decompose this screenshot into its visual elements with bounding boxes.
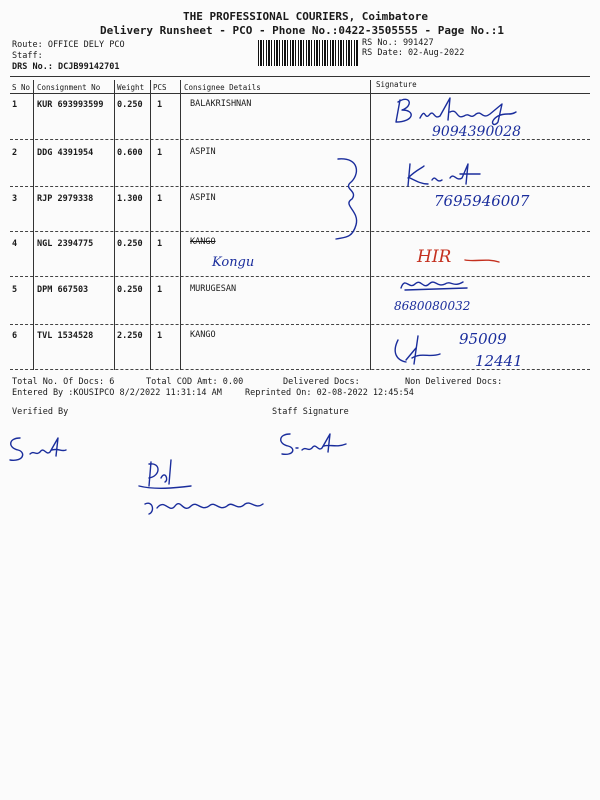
col-divider bbox=[33, 80, 34, 370]
company-name: THE PROFESSIONAL COURIERS, Coimbatore bbox=[183, 10, 429, 23]
rs-number: RS No.: 991427 bbox=[362, 38, 434, 48]
row-consignment: DPM 667503 bbox=[37, 285, 89, 295]
svg-text:95009: 95009 bbox=[459, 330, 507, 348]
row-consignee: ASPIN bbox=[190, 193, 216, 203]
row-sno: 6 bbox=[12, 331, 18, 341]
signature-row6 bbox=[388, 330, 448, 370]
row-separator bbox=[10, 324, 590, 325]
staff-label: Staff: bbox=[12, 51, 43, 61]
svg-text:7695946007: 7695946007 bbox=[434, 192, 530, 210]
staff-signature bbox=[274, 428, 354, 458]
phone-row1 bbox=[430, 120, 570, 144]
entered-by: Entered By :KOUSIPCO 8/2/2022 11:31:14 AM bbox=[12, 388, 222, 398]
row-pcs: 1 bbox=[157, 239, 163, 249]
svg-text:8680080032: 8680080032 bbox=[394, 299, 471, 313]
svg-text:HIR: HIR bbox=[417, 247, 452, 267]
row-consignment: DDG 4391954 bbox=[37, 148, 94, 158]
drs-number: DRS No.: DCJB99142701 bbox=[12, 62, 120, 72]
row-consignment: NGL 2394775 bbox=[37, 239, 94, 249]
row-weight: 0.600 bbox=[117, 148, 143, 158]
svg-text:9094390028: 9094390028 bbox=[432, 124, 522, 140]
col-divider bbox=[150, 80, 151, 370]
col-divider bbox=[114, 80, 115, 370]
rs-date: RS Date: 02-Aug-2022 bbox=[362, 48, 465, 58]
row-sno: 2 bbox=[12, 148, 18, 158]
signature-row5 bbox=[395, 272, 475, 296]
non-delivered-docs: Non Delivered Docs: bbox=[405, 377, 503, 387]
row-separator bbox=[10, 231, 590, 232]
verified-signature bbox=[4, 432, 74, 464]
row-pcs: 1 bbox=[157, 331, 163, 341]
runsheet-subtitle: Delivery Runsheet - PCO - Phone No.:0422-3505555 - Page No.:1 bbox=[100, 24, 504, 37]
col-header-signature: Signature bbox=[376, 80, 417, 89]
row-weight: 0.250 bbox=[117, 285, 143, 295]
row-consignment: TVL 1534528 bbox=[37, 331, 94, 341]
row-consignment: RJP 2979338 bbox=[37, 194, 94, 204]
consignee-handwritten bbox=[210, 250, 290, 274]
delivered-docs: Delivered Docs: bbox=[283, 377, 360, 387]
staff-signature-label: Staff Signature bbox=[272, 407, 349, 417]
row-pcs: 1 bbox=[157, 194, 163, 204]
col-header-sno: S No bbox=[12, 83, 31, 92]
col-header-weight: Weight bbox=[117, 83, 145, 92]
note-row6 bbox=[455, 328, 555, 374]
row-weight: 2.250 bbox=[117, 331, 143, 341]
svg-text:Kongu: Kongu bbox=[212, 255, 255, 270]
verified-by-label: Verified By bbox=[12, 407, 69, 417]
row-sno: 4 bbox=[12, 239, 18, 249]
row-weight: 1.300 bbox=[117, 194, 143, 204]
col-header-consignee: Consignee Details bbox=[184, 83, 261, 92]
row-pcs: 1 bbox=[157, 148, 163, 158]
phone-row5 bbox=[392, 294, 512, 318]
reprinted-on: Reprinted On: 02-08-2022 12:45:54 bbox=[245, 388, 414, 398]
route-label: Route: OFFICE DELY PCO bbox=[12, 40, 125, 50]
row-weight: 0.250 bbox=[117, 239, 143, 249]
row-pcs: 1 bbox=[157, 100, 163, 110]
svg-text:12441: 12441 bbox=[475, 352, 523, 370]
total-cod: Total COD Amt: 0.00 bbox=[146, 377, 244, 387]
barcode bbox=[258, 40, 358, 66]
stamp-mark-row4 bbox=[415, 242, 505, 272]
row-sno: 1 bbox=[12, 100, 18, 110]
bracket-mark bbox=[330, 155, 380, 245]
table-top-rule bbox=[10, 76, 590, 77]
row-consignee-struck: KANGO bbox=[190, 237, 216, 247]
row-pcs: 1 bbox=[157, 285, 163, 295]
row-sno: 5 bbox=[12, 285, 18, 295]
row-sno: 3 bbox=[12, 194, 18, 204]
row-separator bbox=[10, 276, 590, 277]
row-consignee: ASPIN bbox=[190, 147, 216, 157]
row-consignee: BALAKRISHNAN bbox=[190, 99, 252, 109]
row-consignee: MURUGESAN bbox=[190, 284, 237, 294]
row-separator bbox=[10, 186, 590, 187]
col-divider bbox=[180, 80, 181, 370]
approver-signature bbox=[135, 456, 285, 526]
row-weight: 0.250 bbox=[117, 100, 143, 110]
row-consignee: KANGO bbox=[190, 330, 216, 340]
total-docs: Total No. Of Docs: 6 bbox=[12, 377, 115, 387]
col-header-pcs: PCS bbox=[153, 83, 167, 92]
row-consignment: KUR 693993599 bbox=[37, 100, 104, 110]
phone-row3 bbox=[432, 188, 582, 214]
col-header-consignment: Consignment No bbox=[37, 83, 101, 92]
